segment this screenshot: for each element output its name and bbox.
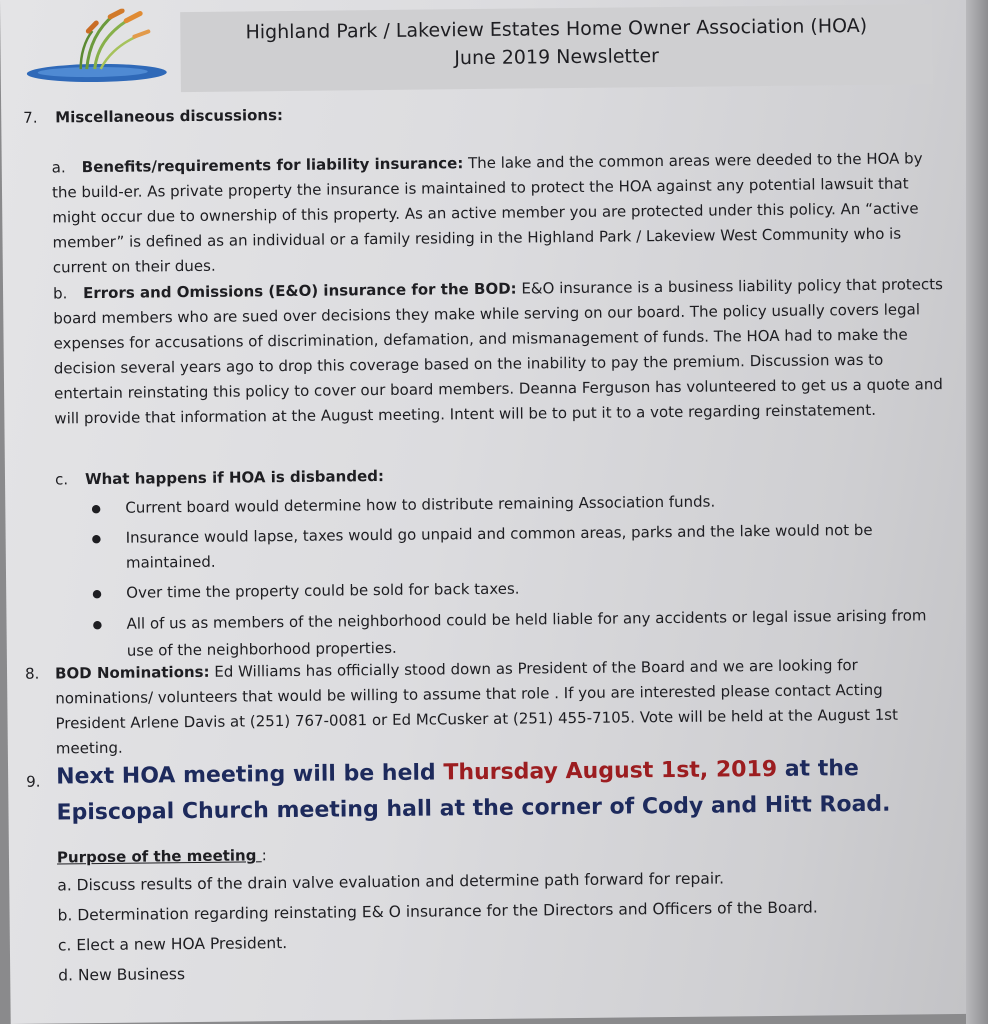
section-7b-heading: Errors and Omissions (E&O) insurance for the BOD: xyxy=(82,279,517,303)
next-meeting-location: at the Episcopal Church meeting hall at the corner of Cody and Hitt Road. xyxy=(56,756,891,826)
section-7-number: 7. xyxy=(23,108,38,127)
section-7-heading xyxy=(23,103,283,131)
list-item: ● All of us as members of the neighborhood could be held liable for any accidents or legal issue arising from use of the neighborhood properties. xyxy=(56,602,957,665)
newsletter-title: Highland Park / Lakeview Estates Home Owner Association (HOA) xyxy=(245,14,868,44)
section-8-heading: BOD Nominations: xyxy=(54,662,210,683)
section-7c-label: c. xyxy=(54,470,69,489)
section-7b-text: E&O insurance is a business liability policy that protects board members who are sued over decisions they make while serving on our board. The policy usually covers legal expenses for accusations of discrimination, defamation, and mismanagement of funds. The HOA had to make the decision several years ago to drop this coverage based on the inability to pay the premium. Discussion was to entertain reinstating this policy to cover our board members. Deanna Ferguson has volunteered to get us a quote and will provide that information at the August meeting. Intent will be to put it to a vote regarding reinstatement. xyxy=(53,275,944,428)
next-meeting-text: Next HOA meeting will be held xyxy=(56,760,444,790)
list-item: ● Current board would determine how to distribute remaining Association funds. xyxy=(55,487,955,521)
section-8-text: Ed Williams has officially stood down as President of the Board and we are looking for nominations/ volunteers that would be willing to assume that role . If you are interested please contact Acting President Arlene Davis at (251) 767-0081 or Ed McCusker at (251) 455-7105. Vote will be held at the August 1st meeting. xyxy=(55,656,899,758)
section-7b-label: b. xyxy=(52,284,68,303)
section-8-number: 8. xyxy=(24,664,40,683)
meeting-agenda-list xyxy=(57,861,968,991)
section-7-title: Miscellaneous discussions: xyxy=(55,106,284,127)
section-9-number: 9. xyxy=(26,772,41,791)
list-item: a. Discuss results of the drain valve evaluation and determine path forward for repair. xyxy=(57,869,725,895)
disband-consequences-list xyxy=(55,487,957,665)
section-7b xyxy=(53,272,955,431)
list-item: d. New Business xyxy=(58,965,186,985)
section-7c-heading: What happens if HOA is disbanded: xyxy=(84,467,385,489)
paper-edge xyxy=(966,0,988,1024)
newsletter-header xyxy=(180,4,933,92)
purpose-colon: : xyxy=(261,846,267,865)
list-item: ● Insurance would lapse, taxes would go unpaid and common areas, parks and the lake would not be maintained. xyxy=(56,517,956,576)
section-7a xyxy=(52,146,953,280)
list-item: b. Determination regarding reinstating E& O insurance for the Directors and Officers of the Board. xyxy=(57,898,818,925)
section-9 xyxy=(26,750,968,991)
meeting-purpose xyxy=(57,836,968,991)
list-item: ● Over time the property could be sold for back taxes. xyxy=(56,572,956,606)
purpose-heading: Purpose of the meeting xyxy=(56,846,262,867)
list-item: c. Elect a new HOA President. xyxy=(57,934,288,955)
lake-reeds-logo-icon xyxy=(26,8,177,90)
next-meeting-date: Thursday August 1st, 2019 xyxy=(443,756,778,786)
section-8 xyxy=(25,652,956,762)
section-7a-label: a. xyxy=(51,158,66,177)
newsletter-subtitle: June 2019 Newsletter xyxy=(454,45,660,70)
section-7a-heading: Benefits/requirements for liability insurance: xyxy=(81,154,464,177)
section-7a-text: The lake and the common areas were deeded to the HOA by the build-er. As private property the insurance is maintained to protect the HOA against any potential lawsuit that might occur due to ownership of this property. As an active member you are protected under this policy. An “active member” is defined as an individual or a family residing in the Highland Park / Lakeview West Community who is current on their dues. xyxy=(51,149,923,277)
section-7c xyxy=(55,458,957,665)
